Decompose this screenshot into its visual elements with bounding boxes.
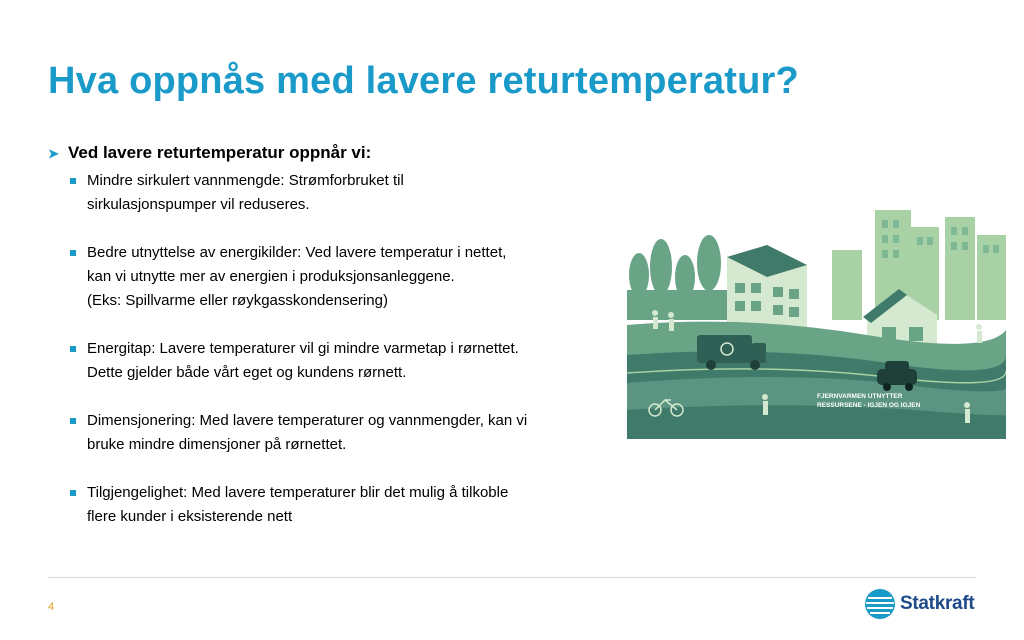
bullet-heading-text: Ved lavere returtemperatur oppnår vi: <box>68 143 372 162</box>
bullet-text: Mindre sirkulert vannmengde: Strømforbruket til sirkulasjonspumper vil reduseres. <box>87 172 404 213</box>
list-item <box>70 481 608 529</box>
square-bullet-icon <box>70 178 76 184</box>
footer-divider <box>48 577 976 578</box>
slide-content <box>48 143 608 553</box>
bullet-text: Dimensjonering: Med lavere temperaturer og vannmengder, kan vi bruke mindre dimensjoner på rørnettet. <box>87 412 528 453</box>
bullet-text: Tilgjengelighet: Med lavere temperaturer blir det mulig å tilkoble flere kunder i eksisterende nett <box>87 484 509 525</box>
square-bullet-icon <box>70 250 76 256</box>
list-item <box>70 409 608 457</box>
bullet-text: Bedre utnyttelse av energikilder: Ved lavere temperatur i nettet, kan vi utnytte mer av energien i produksjonsanleggene. (Eks: Spillvarme eller røykgasskondensering) <box>87 244 507 309</box>
list-item <box>70 337 608 385</box>
list-item <box>70 241 608 313</box>
illustration-caption-line2: RESSURSENE - IGJEN OG IGJEN <box>817 402 921 409</box>
page-number: 4 <box>48 601 55 613</box>
square-bullet-icon <box>70 346 76 352</box>
city-scene-image <box>627 205 1006 439</box>
statkraft-logo <box>864 588 974 620</box>
list-item <box>70 169 608 217</box>
slide-title: Hva oppnås med lavere returtemperatur? <box>48 60 799 102</box>
square-bullet-icon <box>70 490 76 496</box>
bullet-list <box>70 169 608 529</box>
arrow-bullet-icon: ➤ <box>48 146 59 161</box>
district-heating-illustration <box>627 205 1006 439</box>
bullet-heading <box>48 143 608 163</box>
statkraft-globe-icon <box>864 588 896 620</box>
illustration-caption-line1: FJERNVARMEN UTNYTTER <box>817 393 903 400</box>
bullet-text: Energitap: Lavere temperaturer vil gi mindre varmetap i rørnettet. Dette gjelder både vårt eget og kundens rørnett. <box>87 340 519 381</box>
logo-text: Statkraft <box>900 593 975 614</box>
square-bullet-icon <box>70 418 76 424</box>
